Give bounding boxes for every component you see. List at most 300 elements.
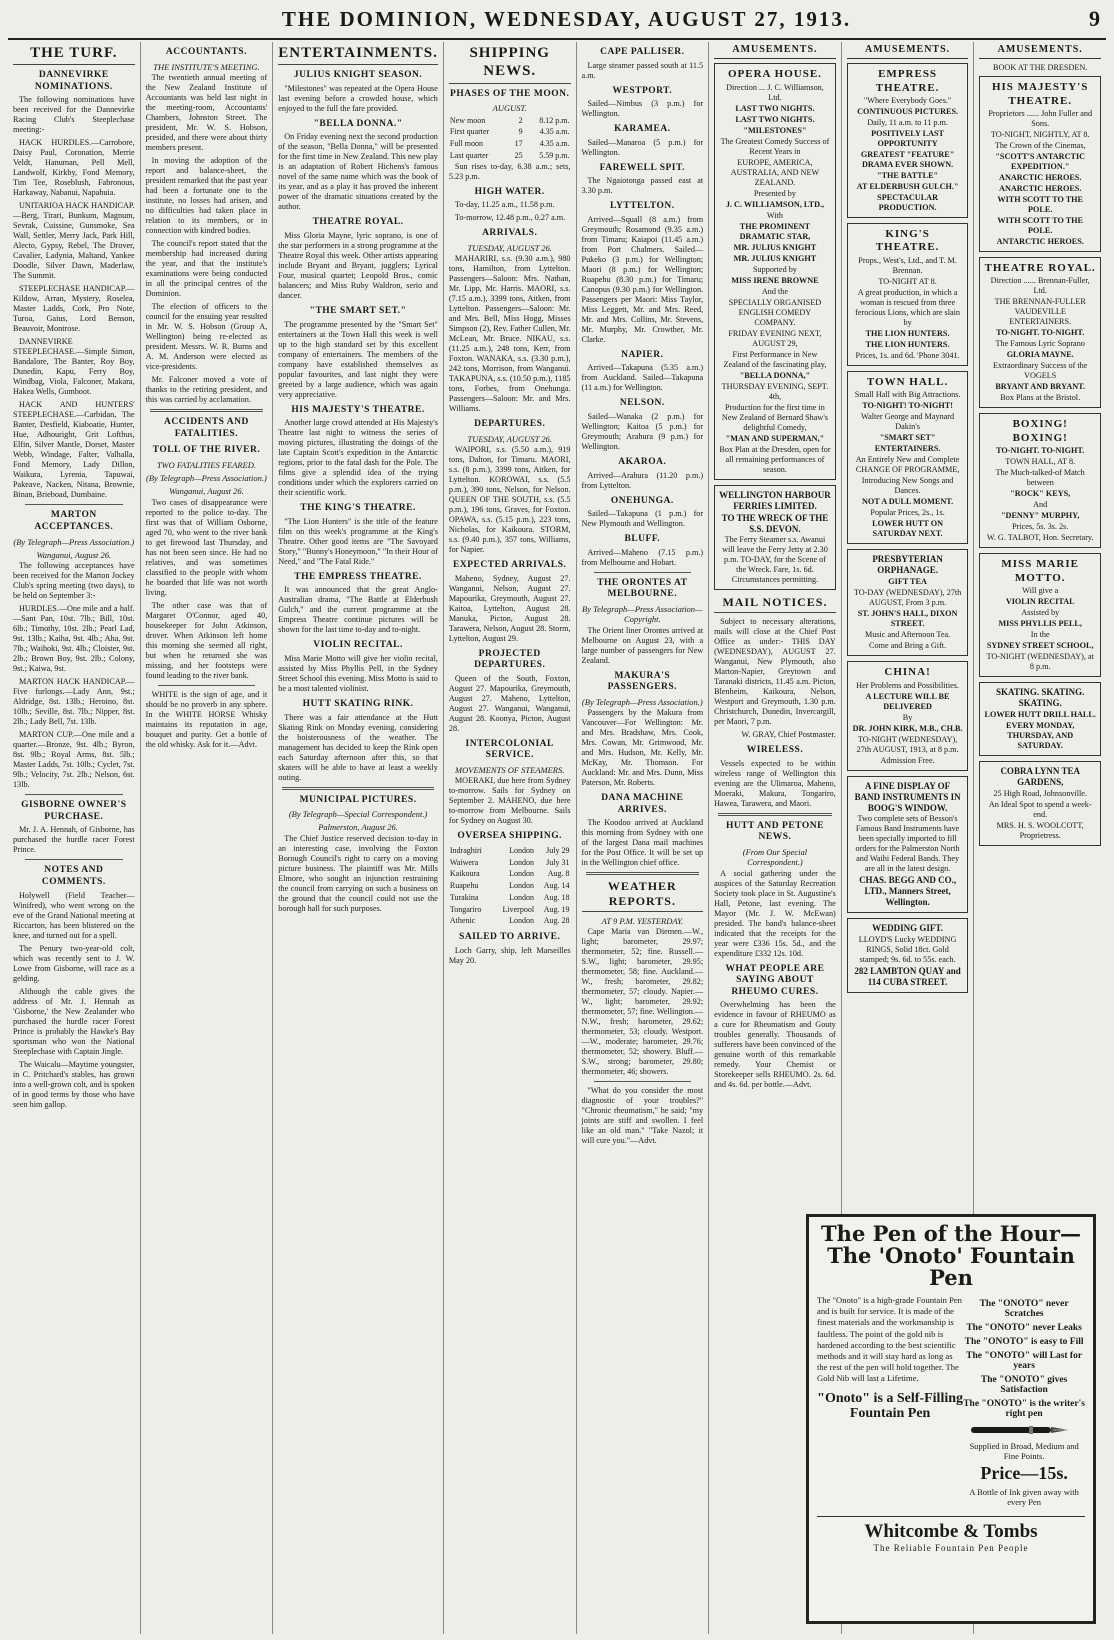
oversea-table bbox=[449, 845, 571, 927]
boxing-advert-line: The Much-talked-of Match between bbox=[995, 468, 1085, 488]
projected-text: Queen of the South, Foxton, August 27. Mapourika, Greymouth, August 27. Maheno, Lyttelton, August 27. Wanganui, Wanganui, August 28. Koonya, Picton, August 28. bbox=[448, 673, 571, 733]
sailed-heading: SAILED TO ARRIVE. bbox=[459, 932, 561, 943]
shipping-heading: SHIPPING NEWS. bbox=[449, 44, 571, 84]
hms-advert-line: ANARCTIC HEROES. bbox=[999, 173, 1082, 182]
china-advert-line: DR. JOHN KIRK, M.B., CH.B. bbox=[852, 723, 963, 733]
town-hall-advert-line: LOWER HUTT ON SATURDAY NEXT. bbox=[872, 519, 943, 539]
orphanage-title: PRESBYTERIAN ORPHANAGE. bbox=[872, 554, 943, 576]
moon-row-cell: 4.35 a.m. bbox=[539, 127, 570, 137]
oversea-row-cell: Aug. 14 bbox=[543, 881, 570, 891]
port-heading: WESTPORT. bbox=[612, 85, 673, 96]
moon-row-cell: 8.12 p.m. bbox=[539, 115, 570, 125]
oversea-row bbox=[449, 915, 571, 927]
empress-advert-line: AT ELDERBUSH GULCH." bbox=[856, 182, 959, 191]
divider bbox=[25, 859, 123, 860]
opera-advert-line: Presented by bbox=[753, 188, 796, 198]
empress-advert bbox=[847, 63, 969, 218]
his-majestys-advert bbox=[979, 76, 1101, 252]
oversea-row-cell: London bbox=[509, 892, 535, 902]
oversea-row-cell: Aug. 18 bbox=[543, 892, 570, 902]
moon-row-cell: First quarter bbox=[449, 127, 490, 137]
opera-advert-line: First Performance in New Zealand of the fascinating play, bbox=[723, 349, 827, 369]
orphanage-advert-line: GIFT TEA bbox=[888, 577, 927, 587]
onoto-slogan: The "ONOTO" is easy to Fill bbox=[964, 1337, 1084, 1348]
royal-advert-line: Direction ...... Brennan-Fuller, Ltd. bbox=[990, 276, 1090, 296]
passengers-byline: (By Telegraph—Press Association.) bbox=[581, 696, 703, 707]
opera-advert-line: Box Plan at the Dresden, open for all remaining performances of season. bbox=[719, 444, 831, 474]
boxing-advert-line: "DENNY" MURPHY, bbox=[1001, 511, 1080, 521]
motto-advert-line: VIOLIN RECITAL bbox=[1005, 597, 1075, 607]
town-hall-advert-line: Small Hall with Big Attractions. bbox=[854, 390, 961, 400]
empress-advert-line: Daily, 11 a.m. to 11 p.m. bbox=[867, 118, 948, 127]
china-advert-line: A LECTURE WILL BE DELIVERED bbox=[865, 691, 950, 711]
divider bbox=[158, 685, 256, 686]
turf-paragraph: HACK HURDLES.—Carrobore, Daisy Paul, Coronation, Merrie Veldt, Hanuman, Pell Mell, Landwolf, Kirkby, Fond Memory, Tim Tee, Roseblush, Fabronous, Harkaway, Nabanui, Napahuia. bbox=[13, 138, 135, 198]
hms-advert-line: WITH SCOTT TO THE POLE. bbox=[997, 216, 1084, 235]
opera-advert-line: "BELLA DONNA," bbox=[739, 370, 811, 380]
turf-paragraph: MARTON HACK HANDICAP.—Five furlongs.—Lady Ann, 9st.; Aldridge, 8st. 13lb.; Heroino, 8st. 10lb.; Seville, 8st. 7lb.; Nipper, 8st. 2lb.; Lady Bell, 7st. 13lb. bbox=[13, 677, 135, 727]
turf-paragraph: Although the cable gives the address of Mr. J. Hennah as 'Gisborne,' the New Zealander who purchased the hurdle racer Forest Prince is probably the Hawke's Bay sportsman who won the National Steeplechase with Captain Jingle. bbox=[13, 986, 135, 1056]
port-heading: NAPIER. bbox=[621, 349, 664, 360]
ferry-sub: TO THE WRECK OF THE S.S. DEVON. bbox=[721, 512, 829, 534]
kings-advert-line: THE LION HUNTERS. bbox=[865, 339, 950, 349]
ent-sub: VIOLIN RECITAL. bbox=[313, 640, 403, 651]
ent-sub: THEATRE ROYAL. bbox=[312, 217, 404, 228]
arrivals-heading: ARRIVALS. bbox=[482, 228, 538, 239]
boxing-title: BOXING! BOXING! bbox=[1012, 418, 1068, 444]
tea-gardens-advert bbox=[979, 761, 1101, 846]
oversea-row-cell: July 31 bbox=[546, 857, 570, 867]
machine-text: The Koodoo arrived at Auckland this morning from Sydney with one of the largest Dana mail machines for the Post Office. It will be set up in the Wellington chief office. bbox=[581, 818, 704, 868]
ent-paragraph: The Chief Justice reserved decision to-day in an interesting case, involving the Foxton Borough Council's right to carry on a moving picture business. The plaintiff was Mr. Mills Elmore, who sought an injunction restraining the council from carrying on such a business on the ground that the council could not use the borough hall for such purposes. bbox=[278, 833, 438, 913]
melbourne-heading: THE ORONTES AT MELBOURNE. bbox=[597, 577, 688, 600]
turf-paragraph: DANNEVIRKE STEEPLECHASE.—Simple Simon, Bandalore, The Banter, Roy Boy, Dunedin, Kapu, Ferry Boy, Windbag, Viola, Falconer, Makara, Hakea Wells, Gumboot. bbox=[13, 337, 135, 397]
divider bbox=[282, 787, 434, 790]
port-heading: NELSON. bbox=[619, 398, 665, 409]
opera-advert-line: FRIDAY EVENING NEXT, AUGUST 29, bbox=[728, 328, 822, 348]
band-advert bbox=[847, 776, 969, 914]
accidents-heading: ACCIDENTS AND FATALITIES. bbox=[163, 416, 249, 439]
ferry-text: The Ferry Steamer s.s. Awanui will leave the Ferry Jetty at 2.30 p.m. TO-DAY, for the Scene of the Wreck. Fare, 1s. 6d. Circumstances permitting. bbox=[722, 535, 828, 585]
port-text: Arrived—Maheno (7.15 p.m.) from Melbourne and Hobart. bbox=[581, 547, 704, 567]
orphanage-advert-line: TO-DAY (WEDNESDAY), 27th AUGUST, From 3 p.m. bbox=[853, 588, 962, 608]
town-hall-advert-line: Popular Prices, 2s., 1s. bbox=[870, 508, 945, 518]
municipal-heading: MUNICIPAL PICTURES. bbox=[299, 794, 417, 805]
ferry-title: WELLINGTON HARBOUR FERRIES LIMITED. bbox=[719, 489, 831, 511]
column-accountants bbox=[141, 42, 274, 1634]
sun-line: Sun rises to-day, 6.38 a.m.; sets, 5.23 p.m. bbox=[448, 161, 571, 181]
onoto-headline: The Pen of the Hour—The 'Onoto' Fountain Pen bbox=[821, 1221, 1081, 1291]
weather-heading: WEATHER REPORTS. bbox=[582, 879, 704, 911]
hms-title: HIS MAJESTY'S THEATRE. bbox=[991, 81, 1089, 107]
port-heading: ONEHUNGA. bbox=[610, 495, 674, 506]
kings-advert bbox=[847, 223, 969, 366]
town-hall-advert-line: An Entirely New and Complete CHANGE OF PROGRAMME, bbox=[855, 455, 960, 475]
onoto-slogan: The "ONOTO" is the writer's right pen bbox=[963, 1399, 1085, 1420]
ent-sub: THE KING'S THEATRE. bbox=[300, 503, 416, 514]
opera-advert-line: LAST TWO NIGHTS. bbox=[735, 114, 815, 124]
oversea-row-cell: Tongariro bbox=[449, 904, 482, 914]
china-lecture-advert bbox=[847, 661, 969, 770]
orphanage-advert-line: Come and Bring a Gift. bbox=[869, 641, 947, 651]
boxing-advert-line: TO-NIGHT. TO-NIGHT. bbox=[996, 446, 1085, 456]
moon-row-cell: 4.35 a.m. bbox=[539, 139, 570, 149]
turf-paragraph: HACK AND HUNTERS' STEEPLECHASE.—Carbidan, The Banter, Desfield, Kiaboatie, Hunter, Hue, Adhouright, Grit Lofthus, Elfin, Silver Mantle, Dorset, Master Webb, Windage, Falter, Valhalla, Fond Memory, Lady Dillon, Waikura, Lyrenia, Tapuwai, Pakeave, Nacken, Nitana, Brownie, Binan, Brieboad, Dumbaine. bbox=[13, 400, 135, 500]
moon-row-cell: New moon bbox=[449, 115, 486, 125]
weather-text: Cape Maria van Diemen.—W., light; barometer, 29.97; thermometer, 52; fine. Russell.—S.W., light; barometer, 29.95; thermometer, 58; fine. Auckland.—W., fresh; barometer, 29.82; thermometer, 57; cloudy. Napier.—W., light; barometer, 29.92; thermometer, 57; fine. Wellington.—N.W., fresh; barometer, 29.62; thermometer, 53; cloudy. Westport.—W., moderate; barometer, 29.76; thermometer, 52; showery. Bluff.—S.W., strong; barometer, 29.80; thermometer, 46; showers. bbox=[581, 926, 704, 1076]
oversea-row-cell: Kaikoura bbox=[449, 869, 480, 879]
port-text: The Ngaiotonga passed east at 3.30 p.m. bbox=[581, 176, 704, 196]
ent-paragraph: It was announced that the great Anglo-Australian drama, "The Battle at Elderbush Gulch," and the current programme at the Empress Theatre continue pictures will be shown for the last time to-day and to-night. bbox=[278, 585, 438, 635]
motto-title: MISS MARIE MOTTO. bbox=[1001, 558, 1079, 584]
opera-advert-line: SPECIALLY ORGANISED ENGLISH COMEDY COMPANY. bbox=[728, 297, 822, 327]
ent-paragraph: There was a fair attendance at the Hutt Skating Rink on Monday evening, considering the boisterousness of the weather. The management has decided to keep the Rink open each Saturday afternoon after this, so that skaters will be able to have at least a weekly outing. bbox=[278, 712, 438, 782]
motto-advert-line: Assisted by bbox=[1021, 608, 1060, 618]
boxing-advert-line: TOWN HALL, AT 8. bbox=[1005, 457, 1076, 467]
turf-byline: (By Telegraph—Press Association.) bbox=[13, 536, 135, 547]
turf-paragraph: The Waicalu—Maytime youngster, in C. Pritchard's stables, has grown into a well-grown colt, and is spoken of in good terms by those who have seen him gallop. bbox=[13, 1059, 135, 1109]
opera-advert-line: The Greatest Comedy Success of Recent Years in bbox=[720, 136, 830, 156]
oversea-row bbox=[449, 857, 571, 869]
china-advert-line: Admission Free. bbox=[880, 755, 935, 765]
divider bbox=[25, 794, 123, 795]
moon-row-cell: 17 bbox=[514, 139, 523, 149]
orphanage-advert bbox=[847, 549, 969, 656]
oversea-row bbox=[449, 845, 571, 857]
oversea-row-cell: Waiwera bbox=[449, 857, 479, 867]
onoto-body bbox=[817, 1295, 1085, 1510]
hms-advert-line: ANARCTIC HEROES. bbox=[999, 184, 1082, 193]
onoto-ink-note: A Bottle of Ink given away with every Pen bbox=[969, 1487, 1079, 1508]
amusements-header: AMUSEMENTS. bbox=[979, 44, 1101, 59]
hms-advert-line: Proprietors ...... John Fuller and Sons. bbox=[988, 109, 1093, 128]
accidents-byline: (By Telegraph—Press Association.) bbox=[146, 473, 267, 484]
arrivals-text: MAHARIRI, s.s. (9.30 a.m.), 980 tons, Hamilton, from Lyttelton. Passengers—Saloon: Mrs. Nathan, Mr. Lipp, Mr. Harris. MAORI, s.s. (7.15 a.m.), 3399 tons, Aitken, from Lyttelton. Passengers—Saloon: Mr. and Mrs. Bell, Miss Hogg, Misses Simpson (2), Rev. Father Cullen, Mr. McLean, Mr. Bruce. NIKAU, s.s. (11.25 a.m.), 248 tons, Kerr, from Foxton. WANAKA, s.s. (3.30 p.m.), 242 tons, Morrison, from Wanganui. TAKAPUNA, s.s. (10.50 p.m.), 1185 tons, Forbes, from Onehunga. Passengers—Saloon: Mr. and Mrs. Williams. bbox=[448, 254, 571, 414]
divider bbox=[150, 409, 264, 412]
opera-advert-line: THURSDAY EVENING, SEPT. 4th, bbox=[721, 381, 829, 401]
mail-sign: W. GRAY, Chief Postmaster. bbox=[741, 730, 836, 740]
hutt-heading: HUTT AND PETONE NEWS. bbox=[725, 820, 824, 843]
empress-title: EMPRESS THEATRE. bbox=[875, 68, 940, 94]
motto-advert-line: TO-NIGHT (WEDNESDAY), at 8 p.m. bbox=[986, 652, 1094, 672]
oversea-row-cell: July 29 bbox=[546, 845, 570, 855]
ent-paragraph: Another large crowd attended at His Majesty's Theatre last night to witness the series of moving pictures, illustrating the doings of the late Captain Scott's expedition in the Antarctic regions, prior to the fatal dash for the Pole. The films give a splendid idea of the trying conditions under which the explorers carried on their scientific work. bbox=[278, 418, 438, 498]
turf-paragraph: The Penury two-year-old colt, which was recently sent to J. W. Lowe from Gisborne, will race as a gelding. bbox=[13, 943, 135, 983]
accountants-paragraph: The council's report stated that the membership had increased during the year, and that the institute's examinations were being conducted in all the principal centres of the Dominion. bbox=[145, 238, 268, 298]
intercolonial-text: MOERAKI, due here from Sydney to-morrow. Sails for Sydney on September 2. MAHENO, due here to-morrow from Melbourne. Sails for Sydney on August 30. bbox=[448, 776, 571, 826]
port-heading: KARAMEA. bbox=[614, 124, 671, 135]
china-advert-line: By bbox=[902, 712, 913, 722]
accountants-paragraph: Mr. Falconer moved a vote of thanks to the retiring president, and this was carried by acclamation. bbox=[145, 374, 268, 404]
sailed-text: Loch Garry, ship, left Marseilles May 20. bbox=[448, 945, 571, 965]
accountants-heading: ACCOUNTANTS. bbox=[165, 47, 247, 57]
royal-advert-line: TO-NIGHT. TO-NIGHT. bbox=[996, 328, 1085, 338]
orphanage-advert-line: ST. JOHN'S HALL, DIXON STREET. bbox=[857, 609, 958, 629]
accountants-sub: THE INSTITUTE'S MEETING. bbox=[153, 61, 260, 72]
divider bbox=[718, 813, 832, 816]
cobra-advert-line: 25 High Road, Johnsonville. bbox=[993, 788, 1087, 798]
water-today: To-day, 11.25 a.m., 11.58 p.m. bbox=[454, 200, 555, 210]
water-tomorrow: To-morrow, 12.48 p.m., 0.27 a.m. bbox=[454, 213, 566, 223]
column-turf bbox=[8, 42, 141, 1634]
moon-row bbox=[449, 115, 571, 127]
amusements-header: AMUSEMENTS. bbox=[714, 44, 836, 59]
moon-row-cell: 25 bbox=[514, 150, 523, 160]
fountain-pen-icon bbox=[969, 1423, 1079, 1437]
oversea-row-cell: Turakina bbox=[449, 892, 479, 902]
accidents-paragraph: The other case was that of Margaret O'Connor, aged 40, housekeeper for John Atkinson, drover. When Atkinson left home this morning she seemed all right, but when he returned she was missing, and her footsteps were found leading to the river bank. bbox=[145, 600, 268, 680]
intercolonial-heading: INTERCOLONIAL SERVICE. bbox=[465, 738, 554, 761]
accidents-paragraph: Two cases of disappearance were reported to the police to-day. The first was that of William Osborne, aged 70, who went to the river bank to get firewood last Thursday, and has not been seen since. He had no relatives, and was sometimes classified to the people with whom he boarded that life was not worth living. bbox=[145, 497, 268, 597]
ent-paragraph: Miss Gloria Mayne, lyric soprano, is one of the star performers in a strong programme at the Theatre Royal this week. Other artists appearing include Bryant and Bryant, jugglers; Lyrical Four, musical quartet; Leopold Bros., comic balancers; and Miss Ruby Waldron, serio and dancer. bbox=[278, 231, 438, 301]
moon-row bbox=[449, 138, 571, 150]
royal-advert-line: THE BRENNAN-FULLER VAUDEVILLE ENTERTAINERS. bbox=[994, 297, 1086, 327]
kings-advert-line: A great production, in which a woman is rescued from three ferocious Lions, which are slain by bbox=[855, 287, 960, 327]
column-shipping bbox=[444, 42, 577, 1634]
moon-row bbox=[449, 150, 571, 162]
moon-heading: PHASES OF THE MOON. bbox=[450, 88, 570, 99]
town-hall-advert-line: TO-NIGHT! TO-NIGHT! bbox=[862, 401, 953, 411]
ent-paragraph: "Milestones" was repeated at the Opera House last evening before a crowded house, which enjoyed to the full the fare provided. bbox=[278, 83, 438, 113]
opera-title: OPERA HOUSE. bbox=[728, 68, 822, 81]
opera-advert-line: MISS IRENE BROWNE bbox=[731, 275, 819, 285]
gift-heading: WEDDING GIFT. bbox=[872, 923, 943, 934]
moon-table bbox=[449, 115, 571, 162]
moon-row-cell: Last quarter bbox=[449, 150, 489, 160]
skating-title: SKATING. SKATING. SKATING. bbox=[995, 687, 1085, 708]
port-heading: FAREWELL SPIT. bbox=[599, 162, 685, 173]
melbourne-text: The Orient liner Orontes arrived at Melbourne on August 23, with a large number of passengers for New Zealand. bbox=[581, 625, 704, 665]
port-text: Arrived—Squall (8 a.m.) from Greymouth; Rosamond (9.35 a.m.) from Timaru; Kaiapoi (11.45 a.m.) from Port Chalmers. Sailed—Pukeko (3 p.m.) for Wellington; Maori (8 p.m.) for Wellington; Ruapehu (8.30 p.m.) for Timaru; Canopus (9.30 p.m.) for Wellington. Passengers per Maori: Miss Taylor, Miss Leggett, Mr. and Mrs. Reed, Mr. and Mrs. Collins, Mr. Stevens, Mr. Murphy, Mr. Crowther, Mr. Clarke. bbox=[581, 214, 704, 344]
intercolonial-sub: MOVEMENTS OF STEAMERS. bbox=[455, 764, 565, 775]
band-sign: CHAS. BEGG AND CO., LTD., Manners Street, Wellington. bbox=[859, 875, 957, 908]
china-advert-line: TO-NIGHT (WEDNESDAY), 27th AUGUST, 1913, at 8 p.m. bbox=[856, 734, 959, 754]
opera-advert-line: MR. JULIUS KNIGHT bbox=[733, 253, 817, 263]
opera-advert-line: Production for the first time in New Zealand of Bernard Shaw's delightful Comedy, bbox=[721, 402, 828, 432]
oversea-row-cell: Indraghiri bbox=[449, 845, 482, 855]
column-entertainments bbox=[273, 42, 444, 1634]
oversea-row-cell: Ruapehu bbox=[449, 881, 479, 891]
cobra-title: COBRA LYNN TEA GARDENS, bbox=[1000, 765, 1080, 787]
theatre-royal-advert bbox=[979, 257, 1101, 408]
port-text: Arrived—Arahura (11.20 p.m.) from Lyttelton. bbox=[581, 470, 704, 490]
port-text: Sailed—Takapuna (1 p.m.) for New Plymouth and Wellington. bbox=[581, 509, 704, 529]
kings-advert-line: Prices, 1s. and 6d. 'Phone 3041. bbox=[855, 350, 960, 360]
weather-time: AT 9 P.M. YESTERDAY. bbox=[601, 915, 684, 926]
mail-heading: MAIL NOTICES. bbox=[714, 595, 836, 613]
onoto-text: The "Onoto" is a high-grade Fountain Pen and is built for service. It is made of the finest materials and the workmanship is faultless. The point of the gold nib is hardened according to the best scientific methods and it will stay hard as long as the rest of the pen will hold together. The Gold Nib will last a Lifetime. bbox=[817, 1295, 962, 1384]
projected-heading: PROJECTED DEPARTURES. bbox=[474, 648, 546, 671]
ent-sub: HUTT SKATING RINK. bbox=[302, 698, 414, 709]
moon-row-cell: 9 bbox=[518, 127, 523, 137]
onoto-slogan: The "ONOTO" never Scratches bbox=[979, 1299, 1069, 1320]
hms-advert-line: The Crown of the Cinemas, bbox=[994, 141, 1086, 150]
whisky-advert: WHITE is the sign of age, and it should be no proverb in any sphere. In the WHITE HORSE Whisky maintains its reputation in age, bouquet and purity. Get a bottle of the old whisky. Ask for it.—Advt. bbox=[145, 689, 268, 749]
hutt-text: A social gathering under the auspices of the Saturday Recreation Society took place in St. Augustine's Hall, Petone, last evening. The Mayor (Mr. J. W. McEwan) presided. The band's balance-sheet indicated that the receipts for the year were £336 15s. 5d., and the expenditure £332 12s. 10d. bbox=[714, 868, 836, 958]
town-hall-advert-line: "SMART SET" bbox=[879, 433, 936, 443]
onoto-self-filling: "Onoto" is a Self-Filling Fountain Pen bbox=[817, 1390, 964, 1421]
turf-heading: THE TURF. bbox=[13, 44, 135, 65]
opera-advert-line: THE PROMINENT DRAMATIC STAR, bbox=[739, 221, 811, 241]
kings-advert-line: TO-NIGHT AT 8. bbox=[878, 276, 937, 286]
masthead bbox=[8, 6, 1106, 40]
ent-sub: "BELLA DONNA." bbox=[313, 118, 403, 129]
ent-paragraph: "The Lion Hunters" is the title of the feature film on this week's programme at the King's Theatre. Other good items are "The Savoyard Story," "Bunny's Honeymoon," "In their Hour of Need," and "The Fatal Ride." bbox=[278, 516, 438, 566]
melbourne-byline: By Telegraph—Press Association—Copyright. bbox=[582, 603, 703, 625]
port-heading: CAPE PALLISER. bbox=[600, 47, 685, 57]
port-text: Large steamer passed south at 11.5 a.m. bbox=[581, 60, 704, 80]
wireless-text: Vessels expected to be within wireless range of Wellington this evening are the Ulimaroa, Maheno, Moeraki, Makura, Tongariro, Hawea, Tarawera, and Maori. bbox=[714, 758, 836, 808]
moon-row bbox=[449, 126, 571, 138]
port-text: Sailed—Wanaka (2 p.m.) for Wellington; Kaitoa (5 p.m.) for Greymouth; Arahura (9 p.m.) for Wellington. bbox=[581, 412, 704, 452]
motto-advert-line: MISS PHYLLIS PELL, bbox=[998, 619, 1082, 629]
turf-paragraph: Mr. J. A. Hennah, of Gisborne, has purchased the hurdle racer Forest Prince. bbox=[13, 825, 135, 855]
hms-advert-line: WITH SCOTT TO THE POLE. bbox=[997, 195, 1084, 214]
turf-paragraph: UNITARIOA HACK HANDICAP.—Berg, Tirari, Bunkum, Magnum, Sevrak, Cuissine, Gunsmoke, Sea Wall, Settler, Merry Jack, Park Hill, Alecto, Gypsy, Rebel, The Drover, Cavalier, Ladynia, Maltand, Yankee Doodle, Silver Dawn, Maderlaw, The Summit. bbox=[13, 201, 135, 281]
turf-paragraph: STEEPLECHASE HANDICAP.—Kildow, Arran, Mystery, Roselea, Master Ladds, Cork, Pro Note, Turoa, Gaius, Lord Benson, Beauvoir, Montrose. bbox=[13, 284, 135, 334]
turf-sub-marton: MARTON ACCEPTANCES. bbox=[34, 510, 114, 533]
empress-advert-line: "THE BATTLE" bbox=[877, 171, 939, 180]
turf-paragraph: HURDLES.—One mile and a half.—Sant Pan, 10st. 7lb.; Bill, 10st. 6lb.; Timothy, 10st. 2lb.; Pearl Lad, 9st. 13lb.; Kaiha, 9st. 4lb.; Aha, 9st. 7lb.; Waihoki, 9st. 4lb.; Cloister, 9st. 2lb.; Brown Boy, 9st. 2lb.; Colony, 9st.; Kaiwa, 9st. bbox=[13, 604, 135, 674]
empress-advert-line: POSITIVELY LAST OPPORTUNITY bbox=[871, 129, 945, 148]
opera-advert-line: J. C. WILLIAMSON, LTD., bbox=[725, 199, 825, 209]
turf-sub-gisborne: GISBORNE OWNER'S PURCHASE. bbox=[21, 800, 127, 822]
port-text: Arrived—Takapuna (5.35 a.m.) from Auckland. Sailed—Takapuna (11 a.m.) for Wellington. bbox=[581, 363, 704, 393]
entertainments-heading: ENTERTAINMENTS. bbox=[278, 44, 438, 65]
departures-date: TUESDAY, AUGUST 26. bbox=[467, 433, 552, 444]
ent-paragraph: On Friday evening next the second production of the season, "Bella Donna," will be presented for the first time in New Zealand. This new play is an adaptation of Robert Hichens's famous novel of the same name which was the book of its year, and as a play it has proved the inherent power of the dramatic situations created by the author. bbox=[278, 132, 438, 212]
opera-advert-line: With bbox=[766, 210, 783, 220]
machine-heading: DANA MACHINE ARRIVES. bbox=[601, 793, 684, 815]
skating-advert bbox=[979, 682, 1101, 756]
turf-dateline: Wanganui, August 26. bbox=[36, 549, 112, 560]
oversea-row-cell: London bbox=[509, 857, 535, 867]
moon-row-cell: 5.59 p.m. bbox=[539, 150, 570, 160]
town-hall-advert bbox=[847, 371, 969, 544]
oversea-row-cell: London bbox=[509, 869, 535, 879]
divider bbox=[25, 504, 123, 505]
oversea-row-cell: London bbox=[509, 881, 535, 891]
oversea-row bbox=[449, 892, 571, 904]
turf-sub-notes: NOTES AND COMMENTS. bbox=[41, 865, 106, 888]
opera-advert-line: LAST TWO NIGHTS. bbox=[735, 103, 815, 113]
boxing-advert-line: And bbox=[1033, 500, 1048, 510]
opera-advert-line: Supported by bbox=[753, 264, 797, 274]
expected-text: Maheno, Sydney, August 27. Wanganui, Nelson, August 27. Mapourika, Greymouth, August 27. Kaitoa, Lyttelton, August 28. Manuka, Picton, August 28. Tarawera, Nelson, August 28. Storm, Lyttelton, August 29. bbox=[448, 573, 571, 643]
accountants-paragraph: In moving the adoption of the report and balance-sheet, the president remarked that the past year had been a fortunate one to the institute, no losses had arisen, and no difficulties had taken place in relation to its members, or in connection with kindred bodies. bbox=[145, 155, 268, 235]
opera-advert-line: EUROPE, AMERICA, AUSTRALIA, AND NEW ZEALAND. bbox=[730, 157, 820, 187]
ent-sub: JULIUS KNIGHT SEASON. bbox=[293, 70, 423, 81]
opera-advert-line: MR. JULIUS KNIGHT bbox=[733, 242, 817, 252]
town-hall-advert-line: Introducing New Songs and Dances. bbox=[861, 476, 954, 496]
kings-advert-line: Props., West's, Ltd., and T. M. Brennan. bbox=[858, 255, 957, 275]
cobra-advert-line: MRS. H. S. WOOLCOTT, Proprietress. bbox=[996, 820, 1084, 840]
hms-advert-line: ANTARCTIC HEROES. bbox=[996, 237, 1084, 246]
royal-advert-line: Extraordinary Success of the VOGELS bbox=[993, 361, 1088, 381]
onoto-slogan: The "ONOTO" gives Satisfaction bbox=[980, 1375, 1068, 1396]
amusements-header: AMUSEMENTS. bbox=[847, 44, 969, 59]
oversea-row-cell: Athenic bbox=[449, 916, 476, 926]
turf-sub-dannevirke: DANNEVIRKE NOMINATIONS. bbox=[34, 70, 113, 92]
water-heading: HIGH WATER. bbox=[474, 186, 545, 197]
municipal-byline: (By Telegraph—Special Correspondent.) bbox=[288, 809, 428, 820]
nazol-advert: "What do you consider the most diagnostic of your troubles?" "Chronic rheumatism," he said; "my joints are stiff and swollen. I feel like an old man." "Take Nazol; it will cure you."—Advt. bbox=[581, 1085, 704, 1145]
motto-advert-line: In the bbox=[1030, 630, 1050, 640]
port-heading: LYTTELTON. bbox=[610, 201, 675, 212]
empress-advert-line: CONTINUOUS PICTURES. bbox=[857, 107, 959, 116]
divider bbox=[586, 872, 700, 875]
accountants-paragraph: The election of officers to the council for the ensuing year resulted in Mr. W. S. Hobson (Group A, Wellington) being re-elected as president. Messrs. W. R. Burns and A. M. Anderson were elected as vice-presidents. bbox=[145, 301, 268, 371]
onoto-slogans bbox=[963, 1295, 1085, 1510]
hutt-byline: (From Our Special Correspondent.) bbox=[742, 846, 808, 868]
passengers-heading: MAKURA'S PASSENGERS. bbox=[607, 670, 678, 693]
opera-advert-line: And the bbox=[761, 286, 789, 296]
oversea-row-cell: London bbox=[509, 845, 535, 855]
oversea-row bbox=[449, 904, 571, 916]
violin-recital-advert bbox=[979, 553, 1101, 677]
divider bbox=[594, 572, 692, 573]
ent-sub: "THE SMART SET." bbox=[309, 306, 407, 317]
onoto-points: Supplied in Broad, Medium and Fine Points. bbox=[969, 1441, 1079, 1462]
empress-advert-line: SPECTACULAR PRODUCTION. bbox=[877, 193, 938, 212]
town-hall-advert-line: ENTERTAINERS. bbox=[874, 444, 941, 454]
accountants-paragraph: The twentieth annual meeting of the New Zealand Institute of Accountants was held last night in the meeting-room, Accountants' Chambers, Johnston Street. The president, Mr. W. S. Hobson, presided, and there were about thirty members present. bbox=[145, 72, 268, 152]
onoto-pen-advert bbox=[806, 1214, 1096, 1624]
onoto-tagline: The Reliable Fountain Pen People bbox=[873, 1543, 1029, 1554]
passengers-text: Passengers by the Makura from Vancouver—For Wellington: Mr. and Mrs. Bradshaw, Mrs. Cook, Mrs. Cowan, Mr. Grimwood, Mr. and Mrs. Hudson, Mr. Kelly, Mr. McKay, Mr. Thomson. For Auckland: Mr. and Mrs. Dunn, Miss Paterson, Mr. Roberts. bbox=[581, 708, 704, 788]
ferry-advert bbox=[714, 485, 836, 591]
divider bbox=[594, 1081, 692, 1082]
kings-title: KING'S THEATRE. bbox=[875, 228, 940, 254]
departures-text: WAIPORI, s.s. (5.50 a.m.), 919 tons, Dalton, for Timaru. MAORI, s.s. (8 p.m.), 3399 tons, Aitken, for Lyttelton. KOROWAI, s.s. (5.5 p.m.), 390 tons, Nelson, for Nelson. QUEEN OF THE SOUTH, s.s. (5.5 p.m.), 196 tons, Graves, for Foxton. OPAWA, s.s. (5.15 p.m.), 223 tons, Nicholas, for Kaikoura. STORM, s.s. (9.40 p.m.), 357 tons, Williams, for Napier. bbox=[448, 444, 571, 554]
accidents-sub2: TWO FATALITIES FEARED. bbox=[156, 459, 257, 470]
oversea-row-cell: Aug. 19 bbox=[543, 904, 570, 914]
opera-advert-line: "MILESTONES" bbox=[743, 125, 807, 135]
royal-title: THEATRE ROYAL. bbox=[984, 262, 1096, 274]
onoto-price: Price—15s. bbox=[980, 1463, 1068, 1484]
oversea-row-cell: Aug. 8 bbox=[547, 869, 570, 879]
china-title: CHINA! bbox=[884, 666, 931, 679]
oversea-row bbox=[449, 868, 571, 880]
gift-address: 282 LAMBTON QUAY and 114 CUBA STREET. bbox=[854, 966, 961, 988]
moon-row-cell: Full moon bbox=[449, 139, 484, 149]
ent-sub: HIS MAJESTY'S THEATRE. bbox=[291, 404, 425, 415]
oversea-row-cell: Liverpool bbox=[502, 904, 535, 914]
ent-sub: THE EMPRESS THEATRE. bbox=[294, 571, 422, 582]
turf-paragraph: Holywell (Field Teacher—Winifred), who went wrong on the eve of the Grand National meeting at Riccarton, has been blistered on the knee, and turned out for a spell. bbox=[13, 890, 135, 940]
port-heading: AKAROA. bbox=[618, 457, 667, 468]
hms-advert-line: TO-NIGHT, NIGHTLY, AT 8. bbox=[990, 130, 1090, 139]
hms-advert-line: "SCOTT'S ANTARCTIC EXPEDITION." bbox=[995, 152, 1086, 171]
boxing-advert bbox=[979, 413, 1101, 548]
wireless-heading: WIRELESS. bbox=[746, 745, 804, 756]
moon-row-cell: 2 bbox=[518, 115, 523, 125]
accidents-sub: TOLL OF THE RIVER. bbox=[152, 445, 261, 456]
band-text: Two complete sets of Besson's Famous Band Instruments have been specially imported to fill orders for the Palmerston North and Waihi Federal Bands. They are all in the latest design. bbox=[855, 814, 960, 874]
onoto-slogan: The "ONOTO" never Leaks bbox=[966, 1323, 1082, 1334]
opera-advert-line: "MAN AND SUPERMAN," bbox=[725, 433, 825, 443]
page-number: 9 bbox=[1089, 6, 1100, 31]
china-advert-line: Her Problems and Possibilities. bbox=[856, 680, 959, 690]
skating-advert-line: LOWER HUTT DRILL HALL. bbox=[984, 709, 1096, 719]
column-shipping-continued bbox=[577, 42, 710, 1634]
turf-paragraph: The following nominations have been received for the Dannevirke Racing Club's Steeplechase meeting:- bbox=[13, 95, 135, 135]
ent-paragraph: The programme presented by the "Smart Set" entertainers at the Town Hall this week is well up to the high standard set by this excellent company of entertainers. The members of the company have established themselves as popular favourites, and last night they were greeted by a large audience, which was again very appreciative. bbox=[278, 319, 438, 399]
boxing-advert-line: W. G. TALBOT, Hon. Secretary. bbox=[986, 533, 1094, 543]
boxing-advert-line: Prices, 5s. 3s. 2s. bbox=[1012, 522, 1069, 532]
town-hall-advert-line: Walter George and Maynard Dakin's bbox=[861, 412, 955, 432]
oversea-heading: OVERSEA SHIPPING. bbox=[457, 831, 562, 842]
